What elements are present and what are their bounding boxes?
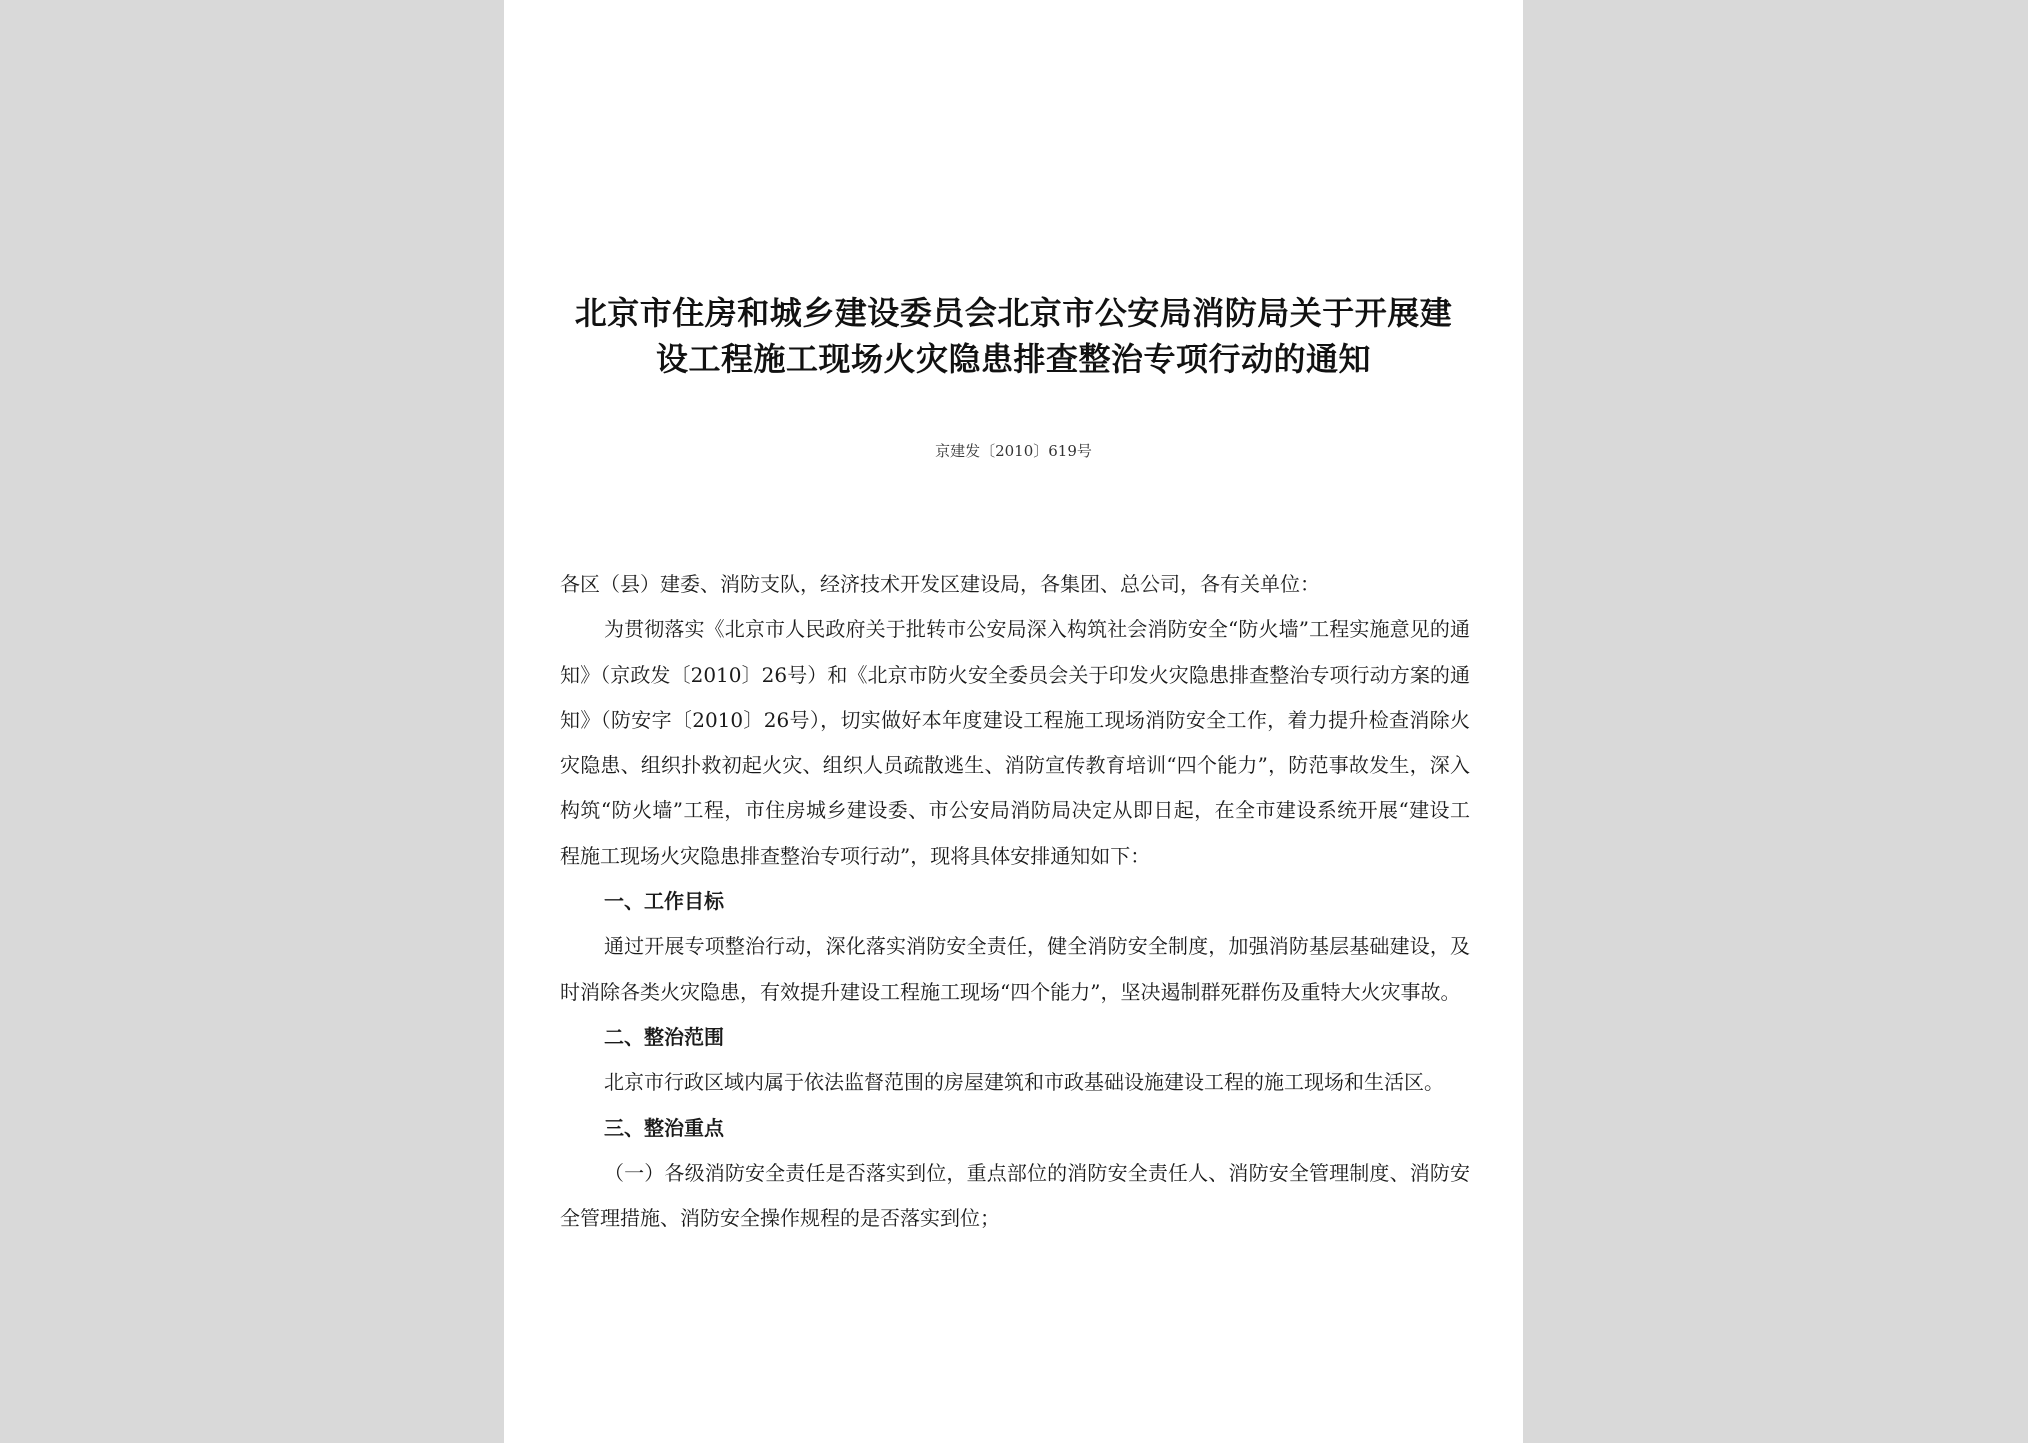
section-heading-goal: 一、工作目标 — [604, 889, 724, 914]
salutation: 各区（县）建委、消防支队，经济技术开发区建设局，各集团、总公司，各有关单位： — [560, 572, 1320, 596]
document-number: 京建发〔2010〕619号 — [935, 442, 1092, 460]
section-heading-scope: 二、整治范围 — [604, 1024, 724, 1049]
document-page — [504, 0, 1523, 1443]
document-title: 北京市住房和城乡建设委员会北京市公安局消防局关于开展建设工程施工现场火灾隐患排查整治专项行动的通知 — [574, 294, 1453, 378]
document-body — [560, 562, 1470, 1241]
section-focus-item-1: （一）各级消防安全责任是否落实到位，重点部位的消防安全责任人、消防安全管理制度、消防安全管理措施、消防安全操作规程的是否落实到位； — [560, 1160, 1470, 1231]
section-scope-text: 北京市行政区域内属于依法监督范围的房屋建筑和市政基础设施建设工程的施工现场和生活区。 — [604, 1070, 1444, 1095]
section-goal-text: 通过开展专项整治行动，深化落实消防安全责任，健全消防安全制度，加强消防基层基础建设，及时消除各类火灾隐患，有效提升建设工程施工现场“四个能力”，坚决遏制群死群伤及重特大火灾事故。 — [560, 934, 1470, 1004]
intro-paragraph: 为贯彻落实《北京市人民政府关于批转市公安局深入构筑社会消防安全“防火墙”工程实施意见的通知》（京政发〔2010〕26号）和《北京市防火安全委员会关于印发火灾隐患排查整治专项行动方案的通知》（防安字〔2010〕26号），切实做好本年度建设工程施工现场消防安全工作，着力提升检查消除火灾隐患、组织扑救初起火灾、组织人员疏散逃生、消防宣传教育培训“四个能力”，防范事故发生，深入构筑“防火墙”工程，市住房城乡建设委、市公安局消防局决定从即日起，在全市建设系统开展“建设工程施工现场火灾隐患排查整治专项行动”，现将具体安排通知如下： — [560, 617, 1470, 868]
section-heading-focus: 三、整治重点 — [604, 1115, 724, 1140]
